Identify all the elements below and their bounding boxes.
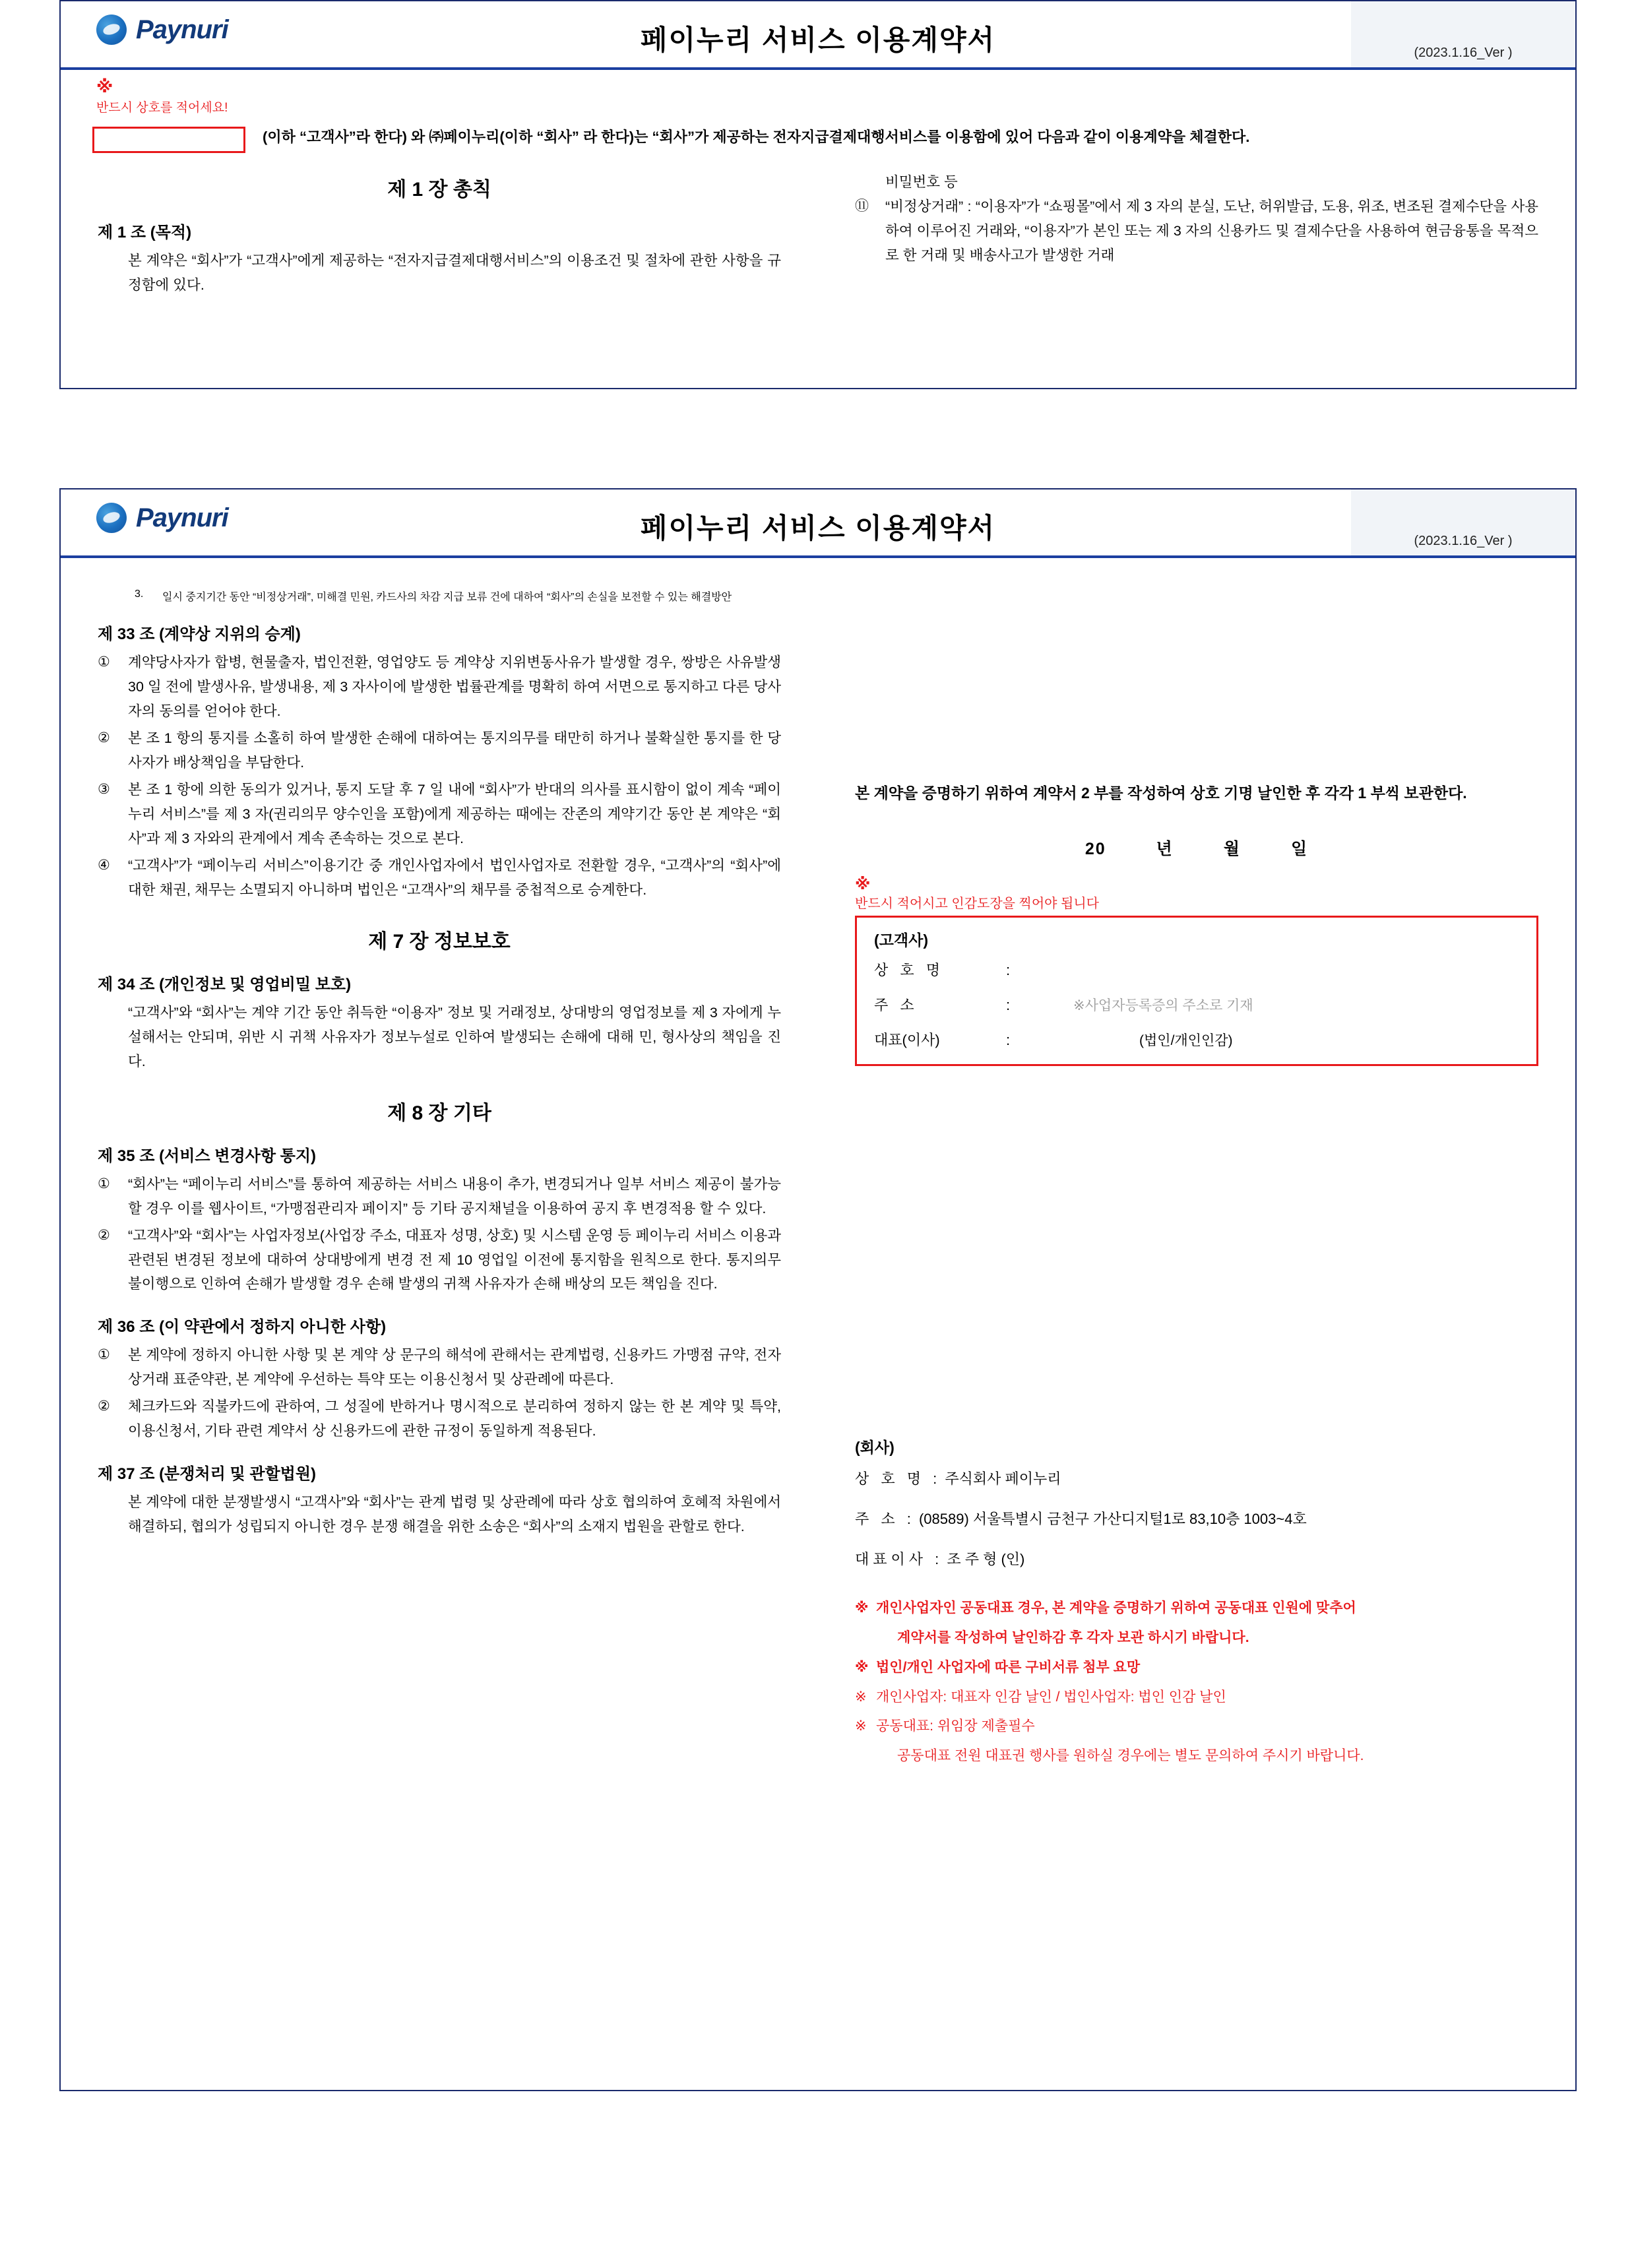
note-star-icon: ※ [96, 77, 113, 96]
page-1-body [61, 70, 1575, 389]
article-35-item-text: “고객사”와 “회사”는 사업자정보(사업장 주소, 대표자 성명, 상호) 및 시스템 운영 등 페이누리 서비스 이용과 관련된 변경된 정보에 대하여 상대방에게 변경 전 제 10 영업일 이전에 통지함을 원칙으로 한다. 통지의무 불이행으로 인하여 손해가 발생할 경우 손해 발생의 귀책 사유자가 손해 배상의 모든 책임을 진다. [128, 1227, 781, 1292]
article-33-item-text: 본 조 1 항의 통지를 소홀히 하여 발생한 손해에 대하여는 통지의무를 태만히 하거나 불확실한 통지를 한 당사자가 배상책임을 부담한다. [128, 730, 781, 771]
footnote-item [855, 1656, 1538, 1680]
company-name-blank-field[interactable] [92, 127, 245, 153]
footnote-text: 공동대표 전원 대표권 행사를 원하실 경우에는 별도 문의하여 주시기 바랍니다. [897, 1748, 1364, 1764]
document-page-1 [0, 0, 1636, 389]
page-1-header [61, 1, 1575, 70]
preamble-paragraph [61, 70, 1575, 150]
signature-statement: 본 계약을 증명하기 위하여 계약서 2 부를 작성하여 상호 기명 날인한 후 각각 1 부씩 보관한다. [855, 784, 1467, 802]
company-name-label: 상 호 명 : [855, 1470, 941, 1488]
version-label: (2023.1.16_Ver ) [1414, 46, 1513, 60]
right-column-mid-spacer [855, 1066, 1538, 1435]
page-2-frame [59, 488, 1577, 2091]
customer-party-title: (고객사) [874, 931, 928, 949]
article-33-item-text: “고객사”가 “페이누리 서비스”이용기간 중 개인사업자에서 법인사업자로 전환할 경우, “고객사”의 “회사”에 대한 채권, 채무는 소멸되지 아니하며 법인은 “고객사”의 채무를 중첩적으로 승계한다. [128, 857, 781, 898]
article-1-text: 본 계약은 “회사”가 “고객사”에게 제공하는 “전자지급결제대행서비스”의 이용조건 및 절차에 관한 사항을 규정함에 있다. [128, 252, 781, 293]
footnote-item [855, 1626, 1538, 1651]
article-33-item-text: 본 조 1 항에 의한 동의가 있거나, 통지 도달 후 7 일 내에 “회사”가 반대의 의사를 표시함이 없이 계속 “페이누리 서비스”를 제 3 자(권리의무 양수인을 포함)에게 제공하는 때에는 잔존의 계약기간 동안 본 계약은 “회사”과 제 3 자와의 관계에서 계속 존속하는 것으로 본다. [128, 781, 781, 846]
footnote-bullet-icon: ※ [855, 1659, 869, 1675]
customer-name-colon: : [1006, 962, 1011, 979]
chapter-7-heading: 제 7 장 정보보호 [368, 930, 511, 953]
footnote-text: 법인/개인 사업자에 따른 구비서류 첨부 요망 [876, 1659, 1141, 1675]
article-33-item-text: 계약당사자가 합병, 현물출자, 법인전환, 영업양도 등 계약상 지위변동사유가 발생할 경우, 쌍방은 사유발생 30 일 전에 발생사유, 발생내용, 제 3 자사이에 발생한 법률관계를 명확히 하여 서면으로 통지하고 다른 당사자의 동의를 얻어야 한다. [128, 654, 781, 719]
customer-address-label: 주 소 [874, 997, 918, 1014]
customer-address-colon: : [1006, 997, 1011, 1014]
company-party-block [855, 1435, 1538, 1569]
company-name-value: 주식회사 페이누리 [945, 1470, 1061, 1488]
chapter-1-heading: 제 1 장 총칙 [387, 178, 491, 201]
company-rep-row [855, 1548, 1538, 1569]
customer-seal-note [855, 877, 1538, 912]
article-36-item [98, 1343, 781, 1392]
page-2-right-column [818, 588, 1575, 1774]
article-35-item [98, 1224, 781, 1297]
footnote-item [855, 1596, 1538, 1621]
article-36-item-text: 본 계약에 정하지 아니한 사항 및 본 계약 상 문구의 해석에 관해서는 관계법령, 신용카드 가맹점 규약, 전자상거래 표준약관, 본 계약에 우선하는 특약 또는 이용신청서 및 상관례에 따른다. [128, 1347, 781, 1388]
right-col-continued-line: 비밀번호 등 [885, 173, 958, 190]
footnote-bullet-icon: ※ [855, 1689, 867, 1705]
article-33-item [98, 778, 781, 851]
document-page-2 [0, 488, 1636, 2091]
article-36-heading: 제 36 조 (이 약관에서 정하지 아니한 사항) [98, 1318, 387, 1337]
customer-address-hint: ※사업자등록증의 주소로 기재 [1073, 998, 1253, 1014]
right-column-top-spacer [855, 588, 1538, 773]
company-name-row [855, 1468, 1538, 1488]
article-35-item-marker: ① [98, 1176, 110, 1191]
customer-address-row [874, 994, 1519, 1015]
customer-rep-seal-hint: (법인/개인인감) [1139, 1033, 1233, 1049]
fill-company-name-note [96, 78, 228, 115]
definition-item-11 [855, 195, 1538, 268]
page-2-header [61, 489, 1575, 558]
footnote-bullet-icon: ※ [855, 1600, 869, 1616]
footnote-bullet-icon [876, 1626, 891, 1651]
footnote-bullet-icon [876, 1744, 891, 1769]
footnote-text: 개인사업자: 대표자 인감 날인 / 법인사업자: 법인 인감 날인 [876, 1689, 1226, 1705]
article-33-item [98, 854, 781, 902]
footnote-item [855, 1685, 1538, 1710]
company-address-label: 주 소 : [855, 1511, 915, 1528]
brand-name: Paynuri [136, 503, 228, 532]
page-1-left-column [61, 150, 818, 301]
article-37-heading: 제 37 조 (분쟁처리 및 관할법원) [98, 1465, 317, 1484]
footnote-text: 개인사업자인 공동대표 경우, 본 계약을 증명하기 위하여 공동대표 인원에 맞추어 [876, 1600, 1356, 1616]
customer-note-text: 반드시 적어시고 인감도장을 찍어야 됩니다 [855, 897, 1099, 912]
footnotes [855, 1596, 1538, 1769]
company-address-row [855, 1508, 1538, 1528]
date-month-label: 월 [1223, 840, 1241, 859]
article-33-heading: 제 33 조 (계약상 지위의 승계) [98, 625, 301, 643]
article-35-item-text: “회사”는 “페이누리 서비스”를 통하여 제공하는 서비스 내용이 추가, 변경되거나 일부 서비스 제공이 불가능할 경우 이를 웹사이트, “가맹점관리자 페이지” 등 기타 공지채널을 이용하여 공지 후 변경적용 할 수 있다. [128, 1176, 781, 1216]
article-36-item-text: 체크카드와 직불카드에 관하여, 그 성질에 반하거나 명시적으로 분리하여 정하지 않는 한 본 계약 및 특약, 이용신청서, 기타 관련 계약서 상 신용카드에 관한 규정이 동일하게 적용된다. [128, 1399, 781, 1439]
article-33-item-marker: ① [98, 654, 110, 670]
article-35-item [98, 1172, 781, 1221]
article-34-text: “고객사”와 “회사”는 계약 기간 동안 취득한 “이용자” 정보 및 거래정보, 상대방의 영업정보를 제 3 자에게 누설해서는 안되며, 위반 시 귀책 사유자가 정보누설로 인하여 발생되는 손해에 대해 민, 형사상의 책임을 진다. [128, 1004, 781, 1069]
article-33-item-marker: ③ [98, 781, 110, 797]
article-33-item-marker: ④ [98, 857, 110, 873]
company-address-value: (08589) 서울특별시 금천구 가산디지털1로 83,10층 1003~4호 [918, 1511, 1307, 1528]
footnote-text: 공동대표: 위임장 제출필수 [876, 1718, 1035, 1734]
definition-item-11-text: “비정상거래” : “이용자”가 “쇼핑몰”에서 제 3 자의 분실, 도난, 허위발급, 도용, 위조, 변조된 결제수단을 사용하여 이루어진 거래와, “이용자”가 본인 또는 제 3 자의 신용카드 및 결제수단을 사용하여 현금융통을 목적으로 한 거래 및 배송사고가 발생한 거래 [885, 198, 1538, 263]
page-1-right-column [818, 150, 1575, 301]
footnote-text: 계약서를 작성하여 날인하감 후 각자 보관 하시기 바랍니다. [897, 1630, 1249, 1646]
customer-note-star-icon: ※ [855, 875, 871, 894]
article-33-item [98, 650, 781, 724]
page-2-left-column [61, 588, 818, 1774]
article-35-heading: 제 35 조 (서비스 변경사항 통지) [98, 1147, 317, 1165]
customer-rep-label: 대표(이사) [874, 1032, 940, 1049]
chapter-8-heading: 제 8 장 기타 [387, 1102, 491, 1124]
page-1-frame [59, 0, 1577, 389]
customer-rep-row [874, 1029, 1519, 1050]
page-2-columns [61, 558, 1575, 1774]
article-35-item-marker: ② [98, 1227, 110, 1243]
article-36-item [98, 1395, 781, 1443]
version-label: (2023.1.16_Ver ) [1414, 534, 1513, 548]
article-33-item [98, 726, 781, 775]
company-rep-value: 조 주 형 (인) [947, 1551, 1025, 1568]
date-day-label: 일 [1290, 840, 1309, 859]
page-title: 페이누리 서비스 이용계약서 [640, 513, 996, 544]
article-1-heading: 제 1 조 (목적) [98, 223, 192, 241]
company-party-title: (회사) [855, 1439, 895, 1457]
brand-name: Paynuri [136, 15, 228, 44]
date-year-value[interactable]: 20 [1085, 840, 1106, 859]
article-36-item-marker: ① [98, 1347, 110, 1363]
clause-32-item-3 [98, 588, 781, 604]
article-36-item-marker: ② [98, 1399, 110, 1414]
clause-32-item-3-marker: 3. [135, 588, 144, 600]
clause-32-item-3-text: 일시 중지기간 동안 “비정상거래”, 미해결 민원, 카드사의 차감 지급 보류 건에 대하여 “회사”의 손실을 보전할 수 있는 해결방안 [162, 592, 732, 603]
customer-party-box [855, 916, 1538, 1066]
date-line [855, 836, 1538, 860]
note-text: 반드시 상호를 적어세요! [96, 101, 228, 115]
company-rep-label: 대표이사 : [855, 1551, 943, 1568]
article-37-text: 본 계약에 대한 분쟁발생시 “고객사”와 “회사”는 관계 법령 및 상관례에 따라 상호 협의하여 호혜적 차원에서 해결하되, 협의가 성립되지 아니한 경우 분쟁 해결을 위한 소송은 “회사”의 소재지 법원을 관할로 한다. [128, 1494, 781, 1535]
customer-name-label: 상 호 명 [874, 962, 944, 979]
page-1-columns [61, 150, 1575, 389]
preamble-text: (이하 “고객사”라 한다) 와 ㈜페이누리(이하 “회사” 라 한다)는 “회사”가 제공하는 전자지급결제대행서비스를 이용함에 있어 다음과 같이 이용계약을 체결한다. [263, 129, 1250, 145]
footnote-item [855, 1744, 1538, 1769]
date-year-label: 년 [1156, 840, 1174, 859]
footnote-item [855, 1715, 1538, 1739]
version-box [1351, 1, 1575, 67]
article-34-heading: 제 34 조 (개인정보 및 영업비밀 보호) [98, 975, 352, 993]
customer-rep-colon: : [1006, 1032, 1011, 1049]
footnote-bullet-icon: ※ [855, 1718, 867, 1734]
article-33-item-marker: ② [98, 730, 110, 745]
definition-item-11-marker: ⑪ [855, 198, 869, 214]
page-title: 페이누리 서비스 이용계약서 [640, 24, 996, 55]
version-box [1351, 489, 1575, 555]
page-gap [0, 389, 1636, 488]
customer-name-row [874, 959, 1519, 980]
